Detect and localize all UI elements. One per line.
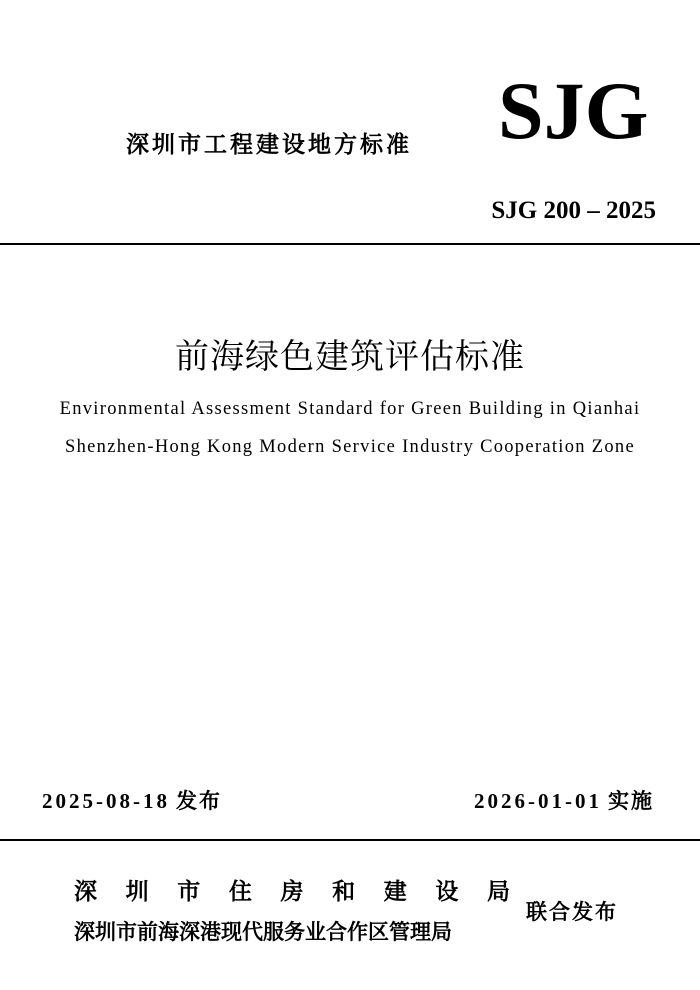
top-divider bbox=[0, 243, 700, 245]
issue-date: 2025-08-18 bbox=[42, 789, 170, 813]
implementation-label: 实施 bbox=[608, 789, 654, 813]
bottom-divider bbox=[0, 839, 700, 841]
publisher1-char: 设 bbox=[435, 879, 459, 905]
publisher1-char: 房 bbox=[280, 879, 304, 905]
publisher1-char: 圳 bbox=[125, 879, 149, 905]
publisher-housing-bureau bbox=[74, 881, 510, 904]
publisher1-char: 和 bbox=[332, 879, 356, 905]
sjg-logo: SJG bbox=[498, 65, 649, 156]
publisher1-char: 住 bbox=[228, 879, 252, 905]
issue-label: 发布 bbox=[176, 789, 222, 813]
publisher1-char: 市 bbox=[177, 879, 201, 905]
chinese-title: 前海绿色建筑评估标准 bbox=[175, 337, 525, 377]
implementation-date: 2026-01-01 bbox=[474, 789, 602, 813]
english-title-line1: Environmental Assessment Standard for Green Building in Qianhai bbox=[59, 399, 641, 419]
standard-category: 深圳市工程建设地方标准 bbox=[126, 132, 412, 158]
standard-number: SJG 200 – 2025 bbox=[491, 197, 656, 224]
publisher1-char: 局 bbox=[487, 879, 510, 905]
publisher-qianhai-authority: 深圳市前海深港现代服务业合作区管理局 bbox=[74, 920, 452, 944]
english-title-line2: Shenzhen-Hong Kong Modern Service Industry Cooperation Zone bbox=[65, 437, 635, 457]
publisher1-char: 深 bbox=[74, 879, 97, 905]
issue-date-block bbox=[42, 791, 222, 812]
joint-publish-label: 联合发布 bbox=[526, 900, 618, 924]
implementation-date-block bbox=[474, 791, 654, 812]
publisher1-char: 建 bbox=[383, 879, 407, 905]
